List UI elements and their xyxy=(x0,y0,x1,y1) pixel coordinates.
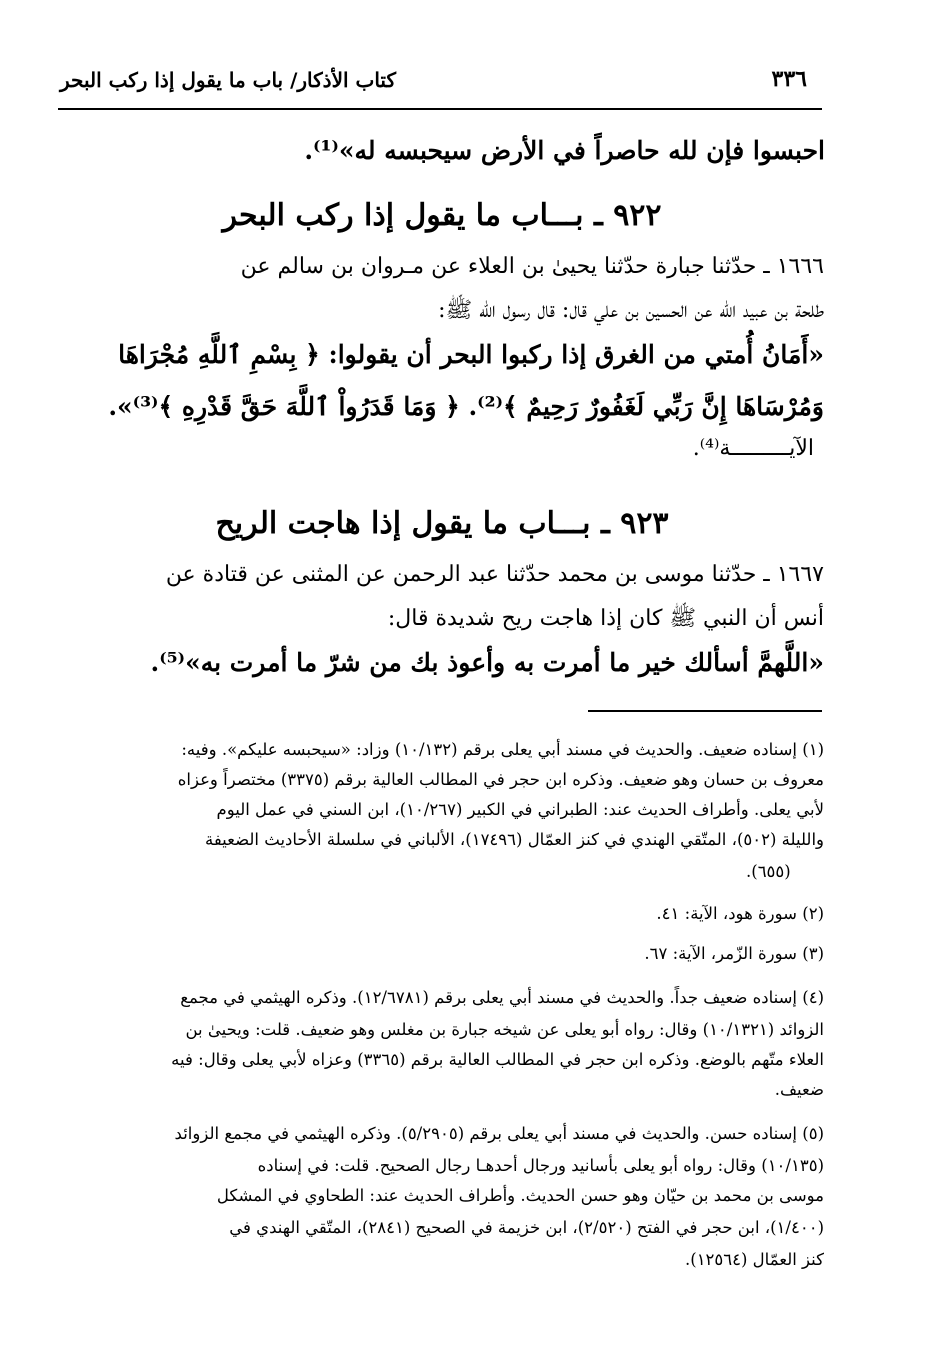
footnote-1-line: معروف بن حسان وهو ضعيف. وذكره ابن حجر في المطالب العالية برقم (٣٣٧٥) مختصراً وعزاه xyxy=(177,770,824,789)
hadith-1666-line-2: طلحة بن عبيد الله عن الحسين بن علي قال: قال رسول الله ﷺ: xyxy=(438,298,824,323)
hadith-1666-quote-1: «أَمَانُ أُمتي من الغرق إذا ركبوا البحر أن يقولوا: ﴿ بِسْمِ ٱللَّهِ مُجْرَاهَا xyxy=(118,340,824,369)
header-rule xyxy=(58,108,822,110)
chapter-922-title: ٩٢٢ ـ بـــاب ما يقول إذا ركب البحر xyxy=(222,198,662,233)
hadith-1666-quote-2: وَمُرْسَاهَا إِنَّ رَبِّي لَغَفُورٌ رَحِيمٌ ﴾⁽²⁾. ﴿ وَمَا قَدَرُواْ ٱللَّهَ حَقَّ قَدْرِهِ ﴾⁽³⁾». xyxy=(108,392,824,421)
footnote-5-line: (١٠/١٣٥) وقال: رواه أبو يعلى بأسانيد ورجال أحدهـا رجال الصحيح. قلت: في إسناده xyxy=(257,1156,824,1175)
footnote-4-line: العلاء متّهم بالوضع. وذكره ابن حجر في المطالب العالية برقم (٣٣٦٥) وعزاه لأبي يعلى وقال: فيه xyxy=(171,1050,824,1069)
footnote-5-line: كنز العمّال (١٢٥٦٤). xyxy=(685,1250,824,1269)
footnote-2-line: (٢) سورة هود، الآية: ٤١. xyxy=(656,904,824,923)
footnote-1-line: والليلة (٥٠٢)، المتّقي الهندي في كنز العمّال (١٧٤٩٦)، الألباني في سلسلة الأحاديث الضعيفة xyxy=(204,830,824,849)
hadith-1667-line-1: ١٦٦٧ ـ حدّثنا موسى بن محمد حدّثنا عبد الرحمن عن المثنى عن قتادة عن xyxy=(165,562,824,587)
hadith-1666-quote-3: الآيـــــــــة⁽⁴⁾. xyxy=(692,436,814,461)
footnote-3-line: (٣) سورة الزّمر، الآية: ٦٧. xyxy=(644,944,824,963)
hadith-1667-quote: «اللَّهمَّ أسألك خير ما أمرت به وأعوذ بك من شرّ ما أمرت به»⁽⁵⁾. xyxy=(150,648,824,677)
footnote-1-line: (١) إسناده ضعيف. والحديث في مسند أبي يعلى برقم (١٠/١٣٢) وزاد: «سيحبسه عليكم». وفيه: xyxy=(181,740,824,759)
hadith-1666-line-1: ١٦٦٦ ـ حدّثنا جبارة حدّثنا يحيىٰ بن العلاء عن مـروان بن سالم عن xyxy=(240,254,824,279)
footnote-rule xyxy=(588,710,822,712)
footnote-4-line: (٤) إسناده ضعيف جداً. والحديث في مسند أبي يعلى برقم (١٢/٦٧٨١). وذكره الهيثمي في مجمع xyxy=(180,988,824,1007)
page-number: ٣٣٦ xyxy=(771,66,807,92)
hadith-1667-line-2: أنس أن النبي ﷺ كان إذا هاجت ريح شديدة قال: xyxy=(387,606,824,631)
footnote-4-line: ضعيف. xyxy=(774,1080,824,1099)
footnote-4-line: الزوائد (١٠/١٣٢١) وقال: رواه أبو يعلى عن شيخه جبارة بن مغلس وهو ضعيف. قلت: ويحيىٰ بن xyxy=(185,1020,824,1039)
footnote-1-line: لأبي يعلى. وأطراف الحديث عند: الطبراني في الكبير (١٠/٢٦٧)، ابن السني في عمل اليوم xyxy=(216,800,824,819)
footnote-1-line: (٦٥٥). xyxy=(746,862,791,881)
chapter-923-title: ٩٢٣ ـ بـــاب ما يقول إذا هاجت الريح xyxy=(215,506,669,541)
running-title: كتاب الأذكار/ باب ما يقول إذا ركب البحر xyxy=(60,68,396,92)
footnote-5-line: (١/٤٠٠)، ابن حجر في الفتح (٢/٥٢٠)، ابن خزيمة في الصحيح (٢٨٤١)، المتّقي الهندي في xyxy=(229,1218,824,1237)
footnote-5-line: موسى بن محمد بن حيّان وهو حسن الحديث. وأطراف الحديث عند: الطحاوي في المشكل xyxy=(216,1186,824,1205)
intro-line: احبسوا فإن لله حاصراً في الأرض سيحبسه له»⁽¹⁾. xyxy=(304,136,825,165)
footnote-5-line: (٥) إسناده حسن. والحديث في مسند أبي يعلى برقم (٥/٢٩٠٥). وذكره الهيثمي في مجمع الزوائد xyxy=(174,1124,824,1143)
